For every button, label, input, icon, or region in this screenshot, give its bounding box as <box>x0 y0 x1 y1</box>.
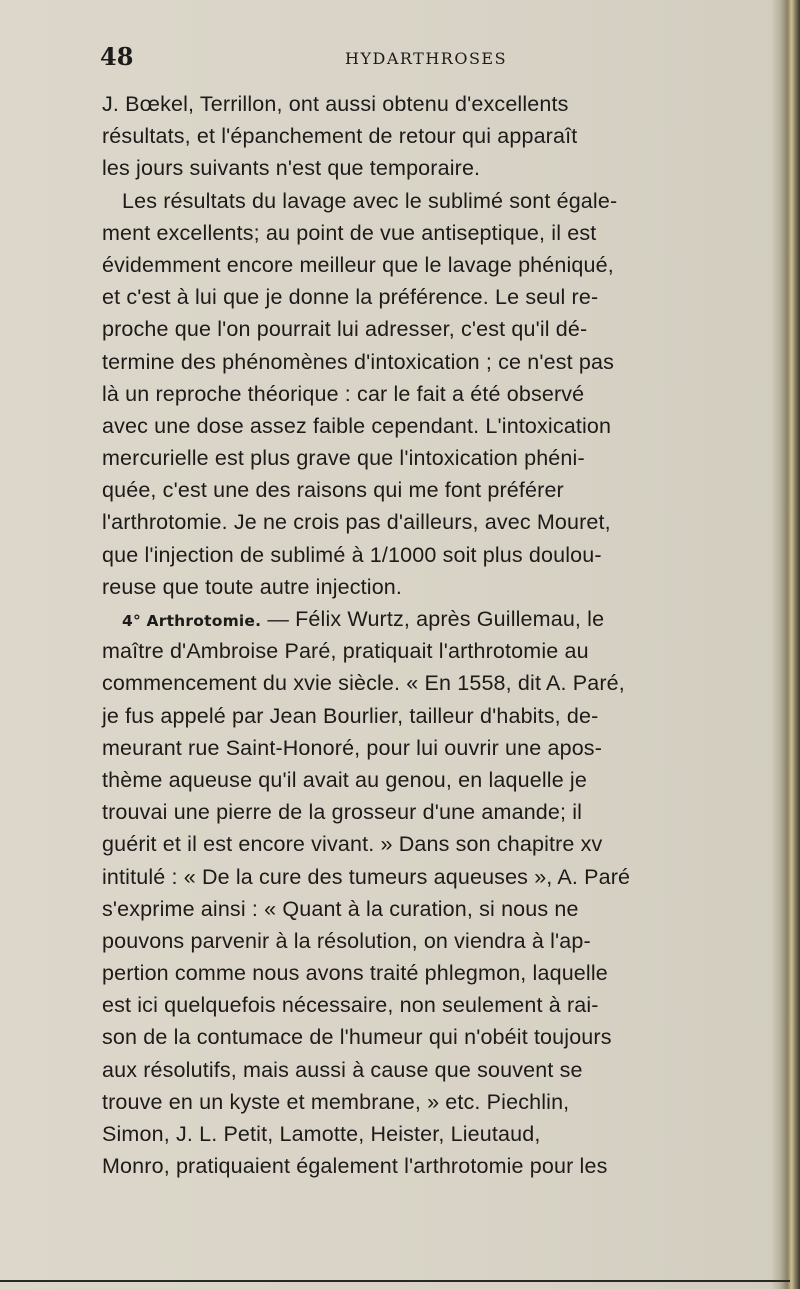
text-line: meurant rue Saint-Honoré, pour lui ouvrir une apos- <box>102 735 603 760</box>
text-line: évidemment encore meilleur que le lavage phéniqué, <box>102 252 614 277</box>
text-line: quée, c'est une des raisons qui me font préférer <box>102 478 564 503</box>
text-line: s'exprime ainsi : « Quant à la curation, si nous ne <box>102 896 579 921</box>
page-number: 48 <box>100 42 134 71</box>
section-heading-line <box>102 603 752 635</box>
text-line: commencement du xvie siècle. « En 1558, dit A. Paré, <box>102 671 625 696</box>
text-line: son de la contumace de l'humeur qui n'obéit toujours <box>102 1025 612 1050</box>
text-line: mercurielle est plus grave que l'intoxication phéni- <box>102 446 585 471</box>
text-line: là un reproche théorique : car le fait a été observé <box>102 381 585 406</box>
text-line: et c'est à lui que je donne la préférence. Le seul re- <box>102 285 599 310</box>
text-line: je fus appelé par Jean Bourlier, tailleur d'habits, de- <box>102 703 599 728</box>
running-head: HYDARTHROSES <box>345 49 508 68</box>
text-line: intitulé : « De la cure des tumeurs aqueuses », A. Paré <box>102 864 631 889</box>
text-line: avec une dose assez faible cependant. L'intoxication <box>102 413 612 438</box>
text-line: que l'injection de sublimé à 1/1000 soit plus doulou- <box>102 542 602 567</box>
text-line: J. Bœkel, Terrillon, ont aussi obtenu d'excellents <box>102 92 569 116</box>
text-line: les jours suivants n'est que temporaire. <box>102 156 481 181</box>
text-line: Monro, pratiquaient également l'arthrotomie pour les <box>102 1154 608 1179</box>
page-header <box>100 42 772 72</box>
text-line: pouvons parvenir à la résolution, on viendra à l'ap- <box>102 928 591 953</box>
text-line: l'arthrotomie. Je ne crois pas d'ailleurs, avec Mouret, <box>102 510 611 535</box>
text-line: trouve en un kyste et membrane, » etc. Piechlin, <box>102 1089 570 1114</box>
text-line: est ici quelquefois nécessaire, non seulement à rai- <box>102 993 599 1018</box>
section-heading-text: — Félix Wurtz, après Guillemau, le <box>261 607 605 631</box>
text-line: aux résolutifs, mais aussi à cause que souvent se <box>102 1057 583 1082</box>
text-line: résultats, et l'épanchement de retour qui apparaît <box>102 124 578 149</box>
text-line: proche que l'on pourrait lui adresser, c'est qu'il dé- <box>102 317 588 342</box>
text-line: Simon, J. L. Petit, Lamotte, Heister, Lieutaud, <box>102 1122 541 1146</box>
bottom-rule <box>0 1280 790 1282</box>
text-line: termine des phénomènes d'intoxication ; ce n'est pas <box>102 349 614 374</box>
text-line: reuse que toute autre injection. <box>102 574 403 599</box>
body-text <box>102 88 752 1182</box>
text-line: maître d'Ambroise Paré, pratiquait l'arthrotomie au <box>102 639 589 664</box>
text-line: Les résultats du lavage avec le sublimé sont égale- <box>122 188 618 213</box>
text-line: ment excellents; au point de vue antiseptique, il est <box>102 220 597 245</box>
text-line: guérit et il est encore vivant. » Dans son chapitre xv <box>102 832 603 857</box>
text-line: pertion comme nous avons traité phlegmon, laquelle <box>102 961 608 986</box>
text-line: thème aqueuse qu'il avait au genou, en laquelle je <box>102 767 587 792</box>
page-edge-shadow <box>772 0 800 1289</box>
section-heading-label: 4° Arthrotomie. <box>122 612 262 630</box>
text-line: trouvai une pierre de la grosseur d'une amande; il <box>102 800 583 825</box>
